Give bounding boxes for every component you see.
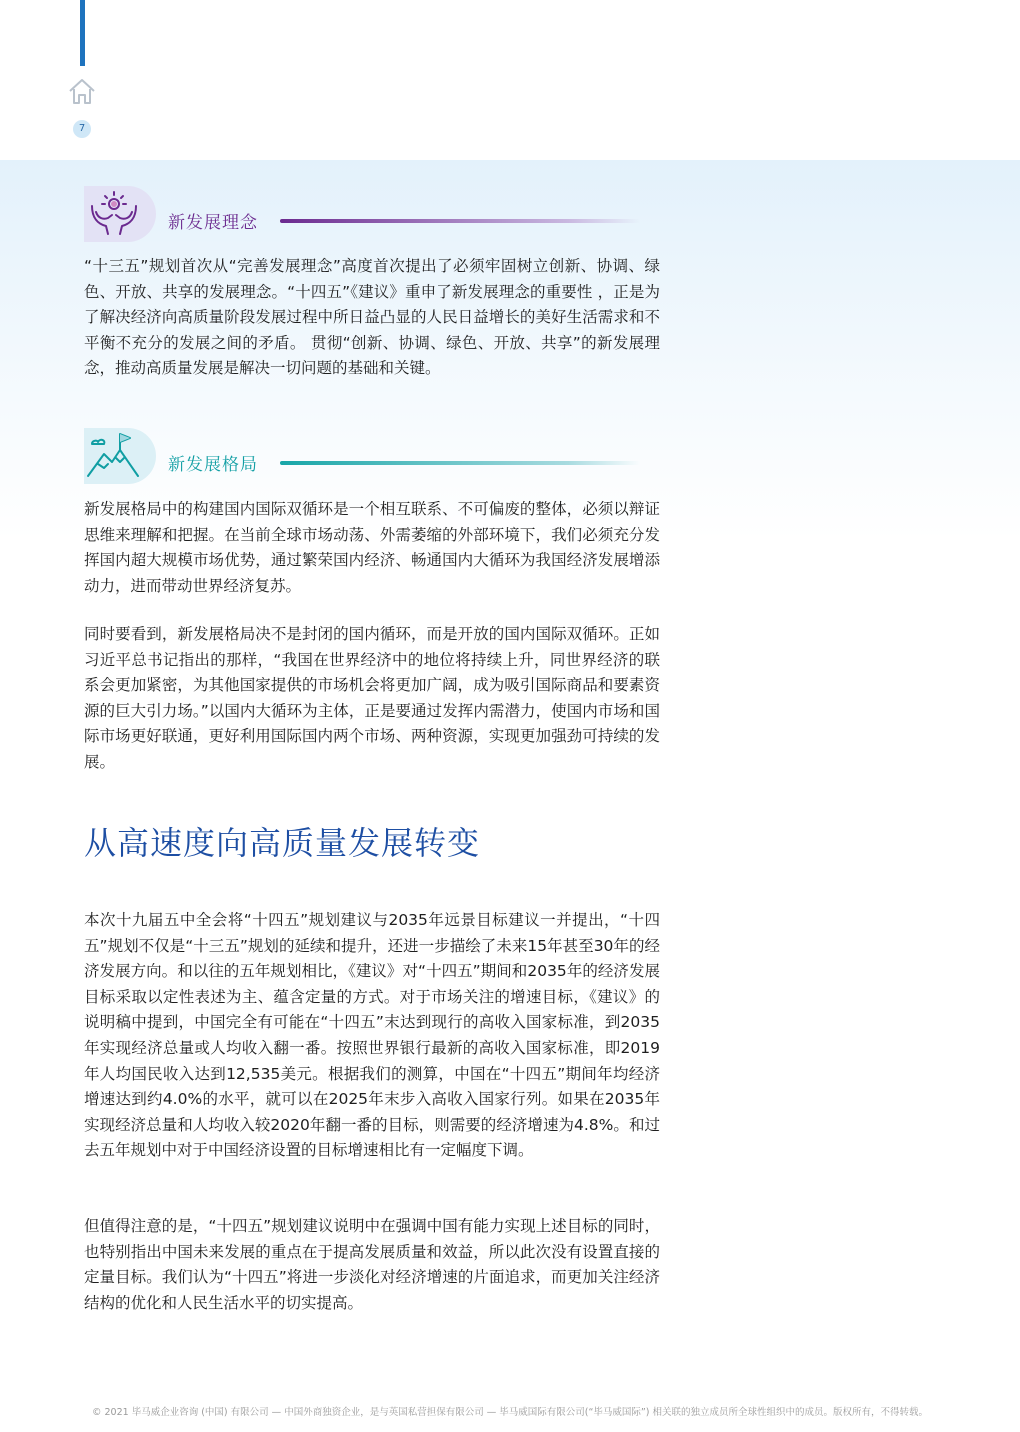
mountain-flag-icon bbox=[86, 430, 142, 482]
section3-paragraph-2: 但值得注意的是，“十四五”规划建议说明中在强调中国有能力实现上述目标的同时，也特别指出中国未来发展的重点在于提高发展质量和效益，所以此次没有设置直接的定量目标。我们认为“十四五”将进一步淡化对经济增速的片面追求，而更加关注经济结构的优化和人民生活水平的切实提高。 bbox=[84, 1217, 660, 1312]
section1-paragraph: “十三五”规划首次从“完善发展理念”高度首次提出了必须牢固树立创新、协调、绿色、开放、共享的发展理念。“十四五”《建议》重申了新发展理念的重要性 ，正是为了解决经济向高质量阶段发展过程中所日益凸显的人民日益增长的美好生活需求和不平衡不充分的发展之间的矛盾。 贯彻“创新、协调、绿色、开放、共享”的新发展理念，推动高质量发展是解决一切问题的基础和关键。 bbox=[84, 257, 660, 378]
section-header-new-development-concept bbox=[84, 186, 664, 246]
footer-copyright: © 2021 毕马威企业咨询 (中国) 有限公司 — 中国外商独资企业，是与英国私营担保有限公司 — 毕马威国际有限公司(“毕马威国际”) 相关联的独立成员所全球性组织中的成员。版权所有，不得转载。 bbox=[91, 1407, 929, 1418]
accent-bar bbox=[80, 0, 85, 66]
section3-title: 从高速度向高质量发展转变 bbox=[84, 824, 481, 862]
section-divider bbox=[280, 461, 640, 465]
section-title: 新发展理念 bbox=[168, 213, 258, 233]
section2-paragraph-2: 同时要看到，新发展格局决不是封闭的国内循环，而是开放的国内国际双循环。正如习近平总书记指出的那样，“我国在世界经济中的地位将持续上升，同世界经济的联系会更加紧密，为其他国家提供的市场机会将更加广阔，成为吸引国际商品和要素资源的巨大引力场。”以国内大循环为主体，正是要通过发挥内需潜力，使国内市场和国际市场更好联通，更好利用国际国内两个市场、两种资源，实现更加强劲可持续的发展。 bbox=[84, 625, 660, 771]
section-divider bbox=[280, 219, 640, 223]
home-icon[interactable] bbox=[66, 76, 98, 108]
hands-sun-icon bbox=[86, 188, 142, 240]
section-header-new-development-pattern bbox=[84, 428, 664, 488]
section3-paragraph-1: 本次十九届五中全会将“十四五”规划建议与2035年远景目标建议一并提出，“十四五”规划不仅是“十三五”规划的延续和提升，还进一步描绘了未来15年甚至30年的经济发展方向。和以往的五年规划相比，《建议》对“十四五”期间和2035年的经济发展目标采取以定性表述为主、蕴含定量的方式。对于市场关注的增速目标，《建议》的说明稿中提到，中国完全有可能在“十四五”末达到现行的高收入国家标准，到2035年实现经济总量或人均收入翻一番。按照世界银行最新的高收入国家标准，即2019年人均国民收入达到12,535美元。根据我们的测算，中国在“十四五”期间年均经济增速达到约4.0%的水平，就可以在2025年末步入高收入国家行列。如果在2035年实现经济总量和人均收入较2020年翻一番的目标，则需要的经济增速为4.8%。和过去五年规划中对于中国经济设置的目标增速相比有一定幅度下调。 bbox=[84, 911, 660, 1160]
section-title: 新发展格局 bbox=[168, 455, 258, 475]
page-number: 7 bbox=[73, 120, 91, 138]
section2-paragraph-1: 新发展格局中的构建国内国际双循环是一个相互联系、不可偏废的整体，必须以辩证思维来理解和把握。在当前全球市场动荡、外需萎缩的外部环境下，我们必须充分发挥国内超大规模市场优势，通过繁荣国内经济、畅通国内大循环为我国经济发展增添动力，进而带动世界经济复苏。 bbox=[84, 500, 660, 595]
